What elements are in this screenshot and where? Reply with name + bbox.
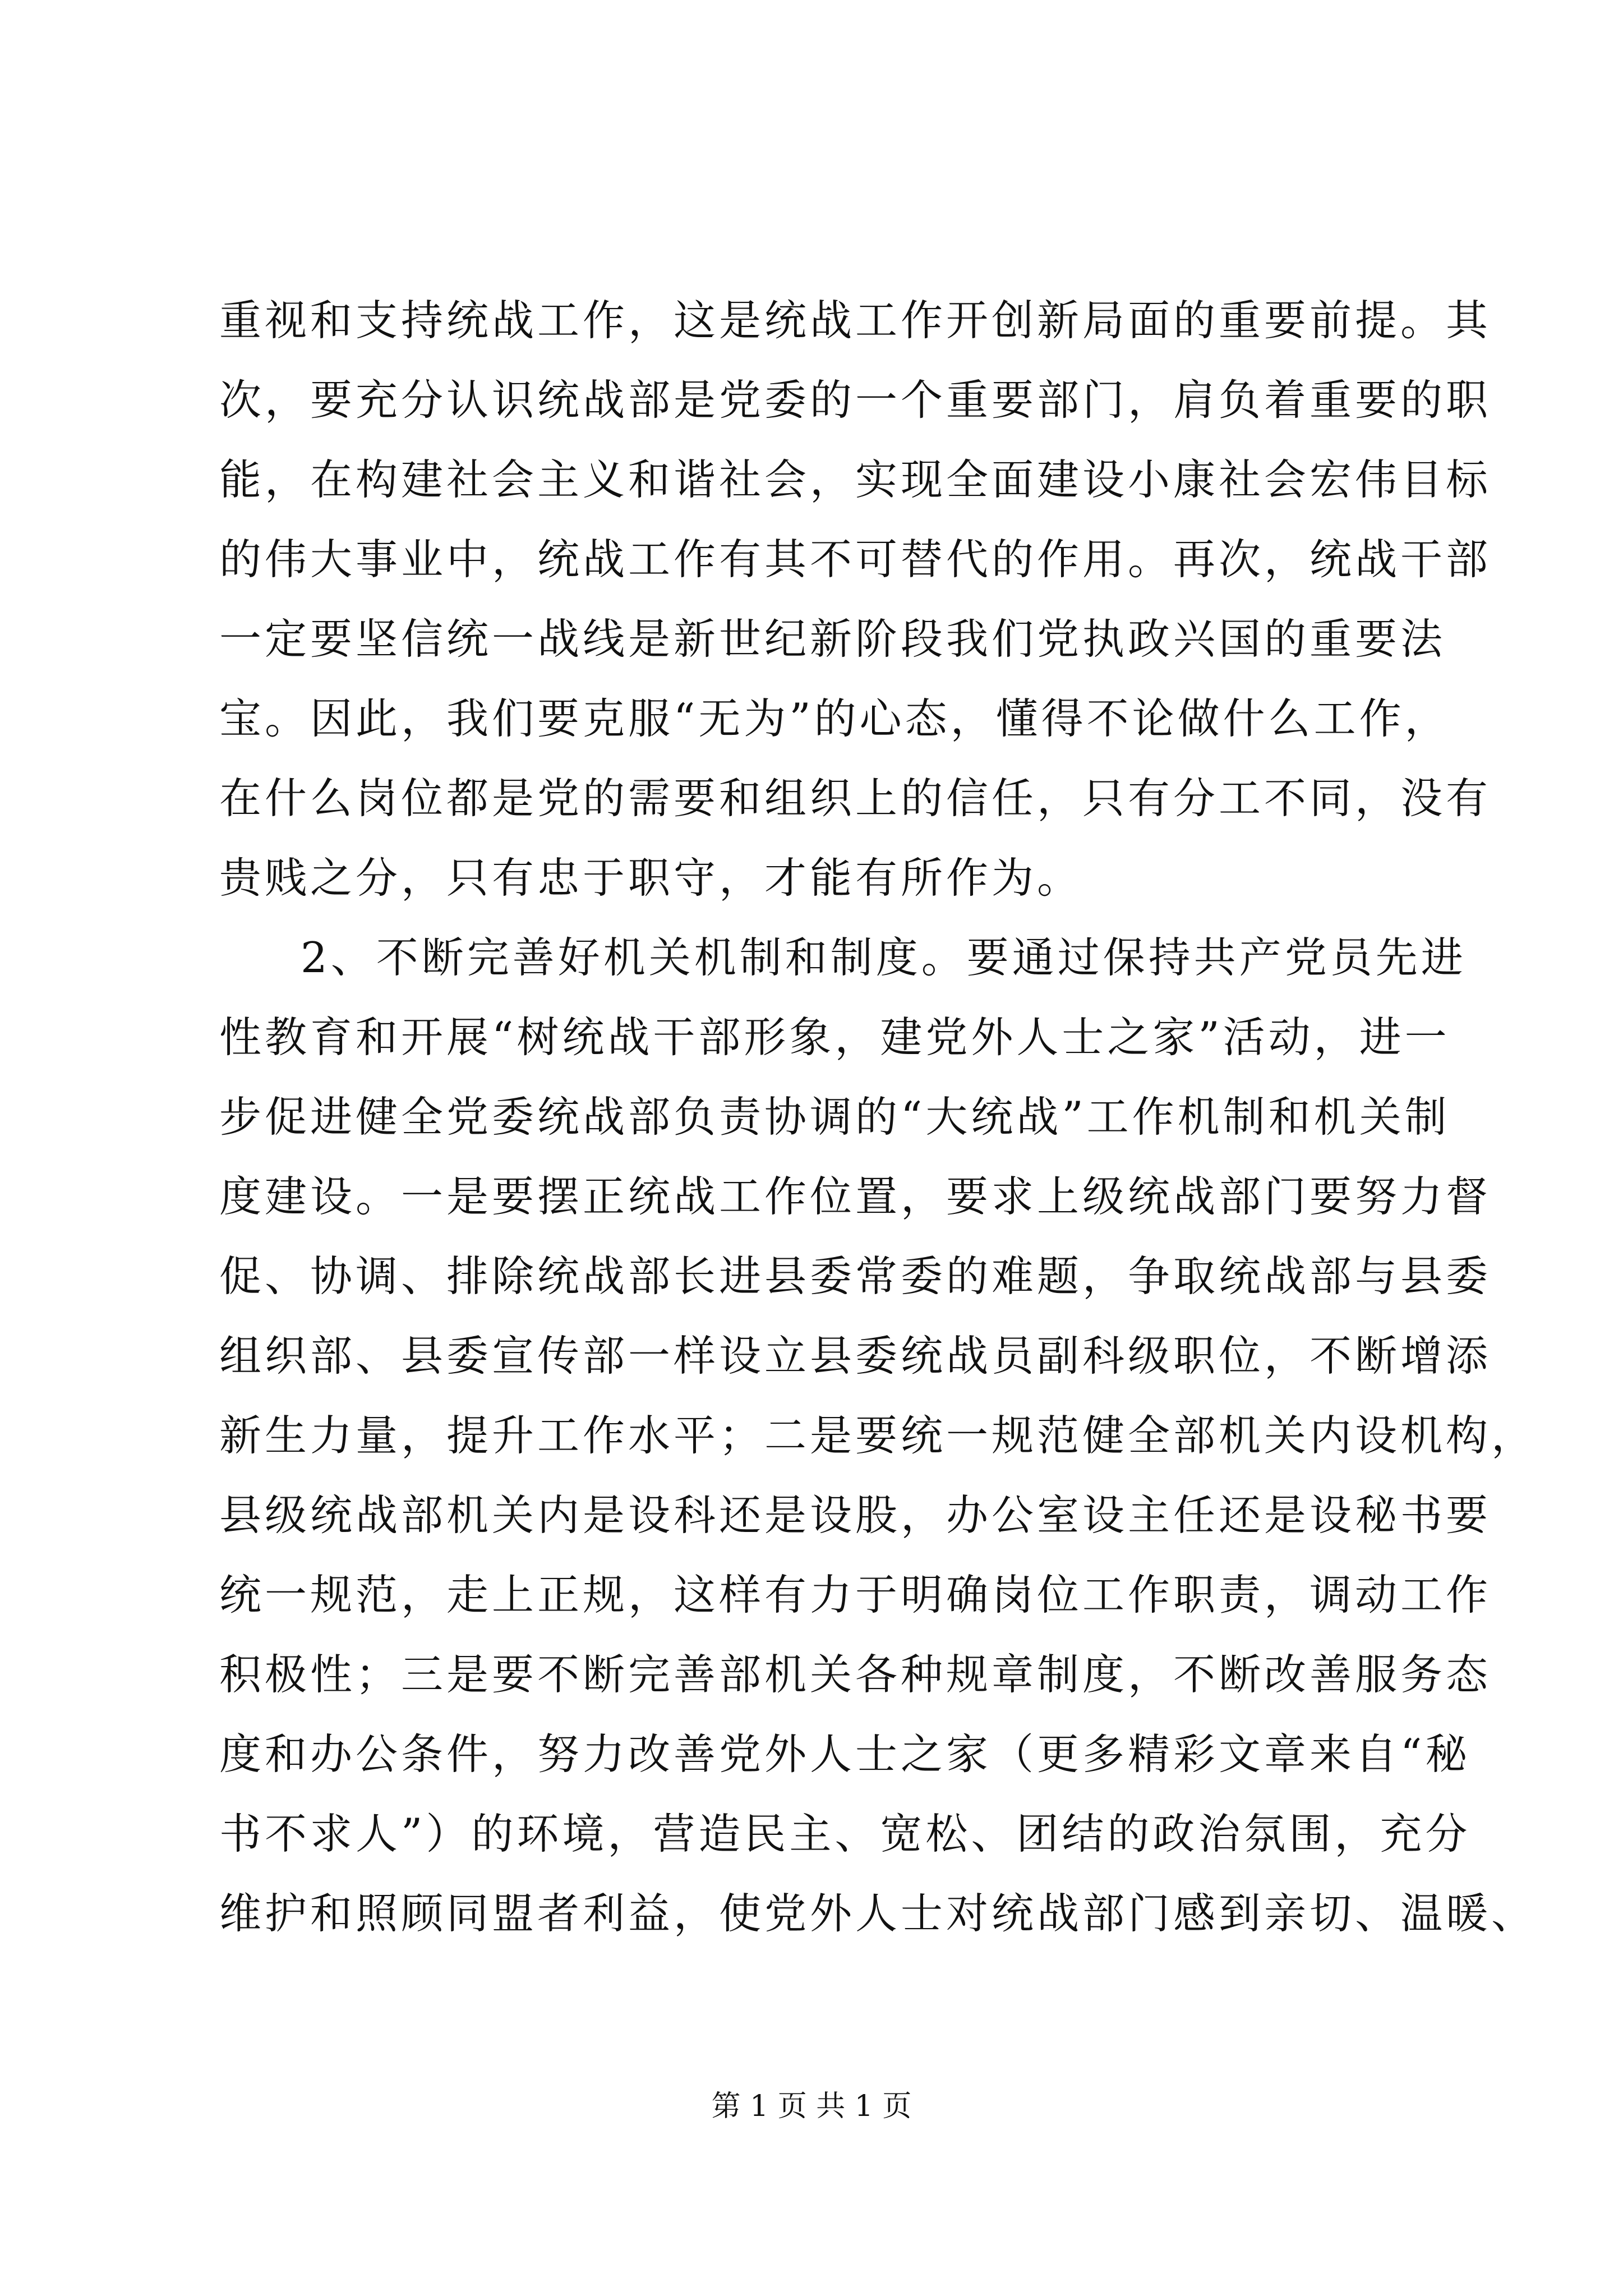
text-line-5: 一定要坚信统一战线是新世纪新阶段我们党执政兴国的重要法 (219, 614, 1446, 664)
text-line-2: 次，要充分认识统战部是党委的一个重要部门，肩负着重要的职 (219, 375, 1492, 425)
text-line-6: 宝。因此，我们要克服“无为”的心态，懂得不论做什么工作， (219, 694, 1450, 743)
text-line-1: 重视和支持统战工作，这是统战工作开创新局面的重要前提。其 (219, 296, 1492, 345)
text-line-13: 促、协调、排除统战部长进县委常委的难题，争取统战部与县委 (219, 1251, 1492, 1301)
text-line-7: 在什么岗位都是党的需要和组织上的信任，只有分工不同，没有 (219, 774, 1492, 823)
text-line-17: 统一规范，走上正规，这样有力于明确岗位工作职责，调动工作 (219, 1570, 1492, 1619)
text-line-19: 度和办公条件，努力改善党外人士之家（更多精彩文章来自“秘 (219, 1729, 1471, 1779)
text-line-15: 新生力量，提升工作水平；二是要统一规范健全部机关内设机构， (219, 1411, 1537, 1460)
text-line-4: 的伟大事业中，统战工作有其不可替代的作用。再次，统战干部 (219, 535, 1492, 584)
text-line-11: 步促进健全党委统战部负责协调的“大统战”工作机制和机关制 (219, 1092, 1450, 1142)
document-body (219, 280, 1537, 1953)
text-line-18: 积极性；三是要不断完善部机关各种规章制度，不断改善服务态 (219, 1650, 1492, 1699)
text-line-8: 贵贱之分，只有忠于职守，才能有所作为。 (219, 853, 1083, 903)
text-line-3: 能，在构建社会主义和谐社会，实现全面建设小康社会宏伟目标 (219, 455, 1492, 504)
text-line-16: 县级统战部机关内是设科还是设股，办公室设主任还是设秘书要 (219, 1490, 1492, 1540)
text-line-12: 度建设。一是要摆正统战工作位置，要求上级统战部门要努力督 (219, 1172, 1492, 1221)
text-line-10: 性教育和开展“树统战干部形象，建党外人士之家”活动，进一 (219, 1013, 1450, 1062)
text-line-21: 维护和照顾同盟者利益，使党外人士对统战部门感到亲切、温暖、 (219, 1889, 1537, 1938)
text-line-14: 组织部、县委宣传部一样设立县委统战员副科级职位，不断增添 (219, 1331, 1492, 1381)
text-line-20: 书不求人”）的环境，营造民主、宽松、团结的政治氛围，充分 (219, 1809, 1471, 1858)
page-number-footer: 第 1 页 共 1 页 (711, 2090, 912, 2123)
paragraph-start-line: 2、不断完善好机关机制和制度。要通过保持共产党员先进 (301, 933, 1467, 982)
